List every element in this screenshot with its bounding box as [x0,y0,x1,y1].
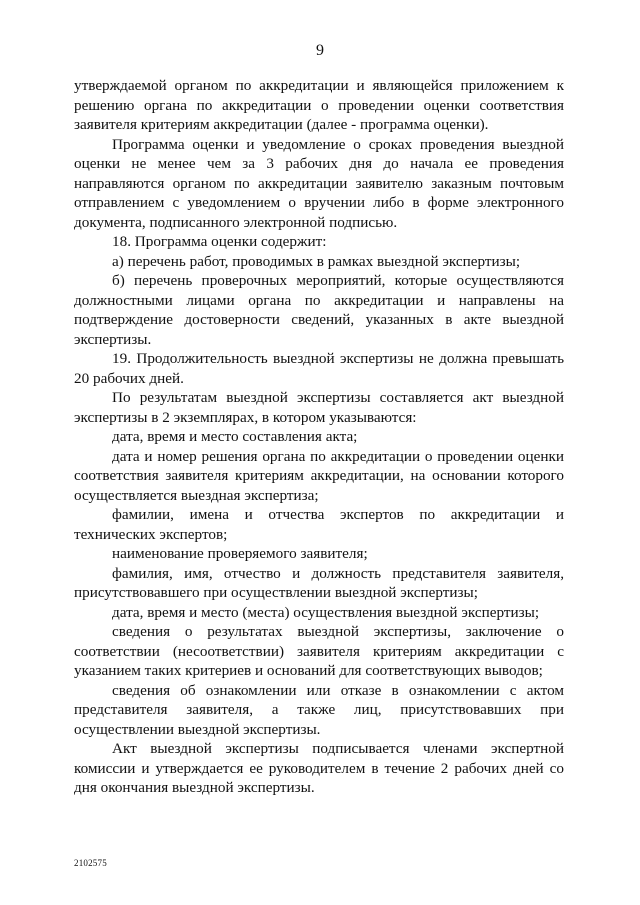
list-item: дата и номер решения органа по аккредитации о проведении оценки соответствия заявителя критериям аккредитации, на основании которого осуществляется выездная экспертиза; [74,447,564,504]
paragraph: 18. Программа оценки содержит: [112,233,327,250]
list-item: фамилия, имя, отчество и должность представителя заявителя, присутствовавшего при осуществлении выездной экспертизы; [74,564,564,601]
list-item: б) перечень проверочных мероприятий, которые осуществляются должностными лицами органа по аккредитации и направлены на подтверждение достоверности сведений, указанных в акте выездной экспертизы. [74,272,564,348]
list-item: сведения о результатах выездной экспертизы, заключение о соответствии (несоответствии) заявителя критериям аккредитации с указанием таких критериев и оснований для соответствующих выводов; [74,623,564,679]
paragraph: Программа оценки и уведомление о сроках проведения выездной оценки не менее чем за 3 рабочих дня до начала ее проведения направляются органом по аккредитации заявителю заказным почтовым отправлением с уведомлением о вручении либо в форме электронного документа, подписанного электронной подписью. [74,135,564,231]
paragraph: утверждаемой органом по аккредитации и являющейся приложением к решению органа по аккредитации о проведении оценки соответствия заявителя критериям аккредитации (далее - программа оценки). [74,77,564,133]
paragraph: По результатам выездной экспертизы составляется акт выездной экспертизы в 2 экземплярах, в котором указываются: [74,389,564,426]
document-code: 2102575 [74,858,107,868]
list-item: наименование проверяемого заявителя; [112,545,368,562]
list-item: сведения об ознакомлении или отказе в ознакомлении с актом представителя заявителя, а также лиц, присутствовавших при осуществлении выездной экспертизы. [74,681,564,738]
list-item: фамилии, имена и отчества экспертов по аккредитации и технических экспертов; [74,506,564,543]
list-item: дата, время и место составления акта; [112,428,358,445]
list-item: а) перечень работ, проводимых в рамках выездной экспертизы; [112,252,521,270]
paragraph: 19. Продолжительность выездной экспертизы не должна превышать 20 рабочих дней. [74,350,564,387]
page-number: 9 [316,42,324,59]
paragraph: Акт выездной экспертизы подписывается членами экспертной комиссии и утверждается ее руководителем в течение 2 рабочих дней со дня окончания выездной экспертизы. [74,740,564,796]
document-body [74,76,564,798]
list-item: дата, время и место (места) осуществления выездной экспертизы; [112,603,540,621]
